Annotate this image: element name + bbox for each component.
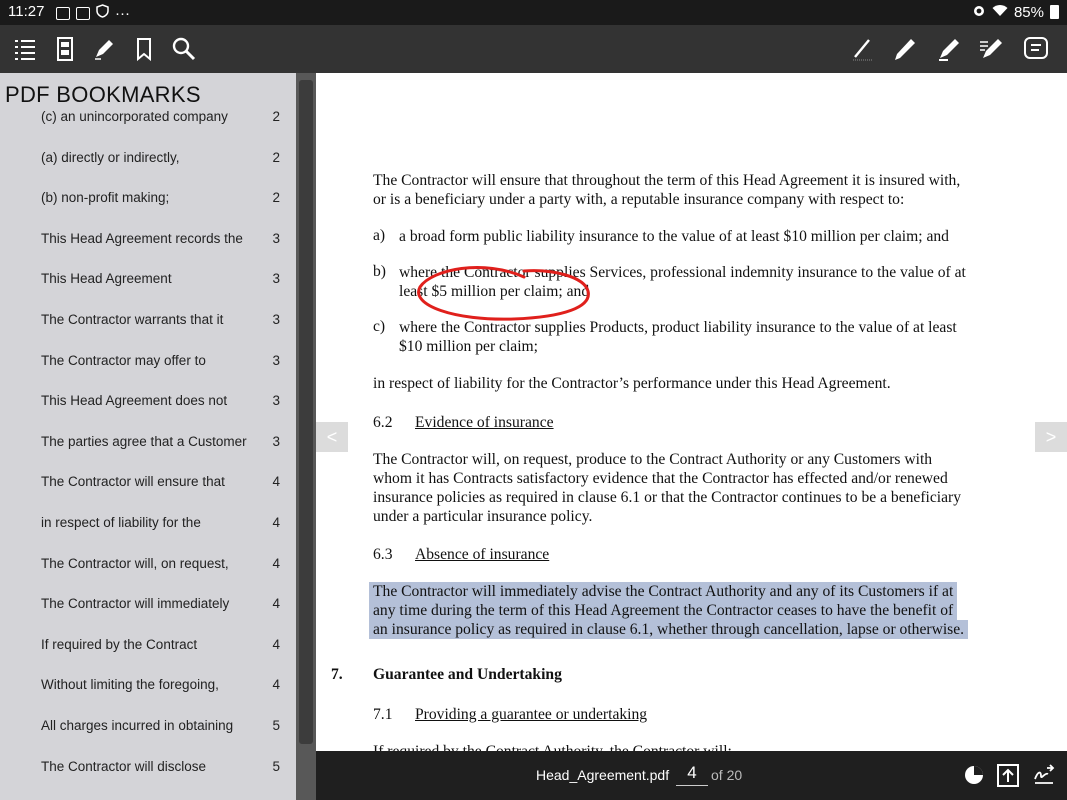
page-total: of 20 — [711, 767, 743, 783]
list-marker: b) — [373, 263, 386, 280]
bookmark-item[interactable]: (c) an unincorporated company 2 — [41, 109, 280, 124]
notification-icons — [56, 4, 130, 22]
marker-tool-icon[interactable] — [978, 35, 1006, 63]
bookmark-item[interactable]: This Head Agreement records the 3 — [41, 230, 280, 246]
comment-icon[interactable] — [1022, 35, 1050, 63]
pen-tool-icon[interactable] — [891, 35, 919, 63]
file-name: Head_Agreement.pdf — [536, 767, 670, 783]
bookmarks-panel — [0, 73, 296, 800]
bookmark-item[interactable]: The Contractor will ensure that 4 — [41, 474, 280, 490]
wifi-icon — [992, 4, 1008, 21]
bookmark-item[interactable]: (b) non-profit making; 2 — [41, 190, 280, 206]
battery-icon — [1050, 5, 1059, 19]
paragraph-6-2: The Contractor will, on request, produce to the Contract Authority or any Customers with whom it has Contracts satisfactory evidence that the Contractor has effected and/or renewed insurance policies as required in clause 6.1 or that the Contractor continues to be a beneficiary under a particular insurance policy. — [373, 451, 962, 525]
highlighted-text-line[interactable]: any time during the term of this Head Agreement the Contractor ceases to have the benefit of — [369, 601, 957, 620]
mail-icon — [56, 7, 70, 20]
bookmark-icon[interactable] — [130, 35, 158, 63]
prev-page-button[interactable]: < — [316, 422, 348, 452]
bookmark-item[interactable]: in respect of liability for the 4 — [41, 514, 280, 530]
highlighter-tool-icon[interactable] — [935, 35, 963, 63]
bookmark-item[interactable]: The Contractor warrants that it 3 — [41, 311, 280, 327]
image-icon — [76, 7, 90, 20]
bookmark-item[interactable]: Without limiting the foregoing, 4 — [41, 677, 280, 693]
bookmark-item[interactable]: All charges incurred in obtaining 5 — [41, 717, 280, 733]
highlighted-text-line[interactable]: The Contractor will immediately advise the Contract Authority and any of its Customers if at — [369, 582, 957, 601]
sign-icon[interactable] — [1032, 763, 1056, 787]
section-heading-6-3: 6.3 Absence of insurance — [373, 546, 550, 563]
page-number-input[interactable]: 4 — [676, 763, 708, 786]
battery-percent: 85% — [1013, 3, 1044, 21]
pdf-page[interactable] — [316, 73, 1067, 751]
thumbnails-icon[interactable] — [51, 35, 79, 63]
bookmark-item[interactable]: (a) directly or indirectly, 2 — [41, 149, 280, 165]
pie-chart-icon[interactable] — [962, 763, 986, 787]
list-item-text: where the Contractor supplies Services, professional indemnity insurance to the value of at least $5 million per claim; and — [399, 264, 966, 300]
pen-icon[interactable] — [90, 35, 118, 63]
bookmark-item[interactable]: The parties agree that a Customer 3 — [41, 433, 280, 449]
highlighted-text-line[interactable]: an insurance policy as required in clause 6.1, whether through cancellation, lapse or otherwise. — [369, 620, 968, 639]
bookmarks-title: PDF BOOKMARKS — [5, 82, 201, 107]
section-heading-7: 7. Guarantee and Undertaking — [331, 666, 562, 683]
bookmark-item[interactable]: If required by the Contract 4 — [41, 636, 280, 652]
sidebar-scroll-thumb[interactable] — [299, 80, 313, 744]
pencil-tool-icon[interactable] — [848, 35, 876, 63]
bookmark-item[interactable]: The Contractor will disclose 5 — [41, 758, 280, 774]
list-marker: c) — [373, 318, 386, 335]
respect-paragraph: in respect of liability for the Contractor’s performance under this Head Agreement. — [373, 375, 891, 392]
bookmark-item[interactable]: This Head Agreement does not 3 — [41, 393, 280, 409]
status-time: 11:27 — [8, 3, 45, 20]
status-bar — [0, 0, 1067, 25]
intro-paragraph: The Contractor will ensure that throughout the term of this Head Agreement it is insured with, or is a beneficiary under a party with, a reputable insurance company with respect to: — [373, 172, 961, 208]
more-dots: ··· — [115, 4, 130, 22]
bottom-bar — [316, 751, 1067, 800]
section-heading-7-1: 7.1 Providing a guarantee or undertaking — [373, 706, 648, 723]
next-page-button[interactable]: > — [1035, 422, 1067, 452]
bookmark-item[interactable]: The Contractor will, on request, 4 — [41, 555, 280, 571]
list-icon[interactable] — [11, 35, 39, 63]
toolbar — [0, 25, 1067, 73]
bookmarks-list — [0, 109, 296, 799]
list-item-text: where the Contractor supplies Products, product liability insurance to the value of at least $10 million per claim; — [399, 319, 957, 355]
share-upload-icon[interactable] — [996, 763, 1020, 787]
alarm-icon — [972, 3, 986, 21]
ink-annotation[interactable] — [414, 263, 592, 325]
search-icon[interactable] — [170, 35, 198, 63]
bookmark-item[interactable]: The Contractor may offer to 3 — [41, 352, 280, 368]
list-marker: a) — [373, 227, 386, 244]
shield-icon — [96, 4, 109, 22]
list-item-text: a broad form public liability insurance to the value of at least $10 million per claim; and — [399, 228, 949, 245]
section-heading-6-2: 6.2 Evidence of insurance — [373, 414, 554, 431]
bookmark-item[interactable]: The Contractor will immediately 4 — [41, 596, 280, 612]
bookmark-item[interactable]: This Head Agreement 3 — [41, 271, 280, 287]
